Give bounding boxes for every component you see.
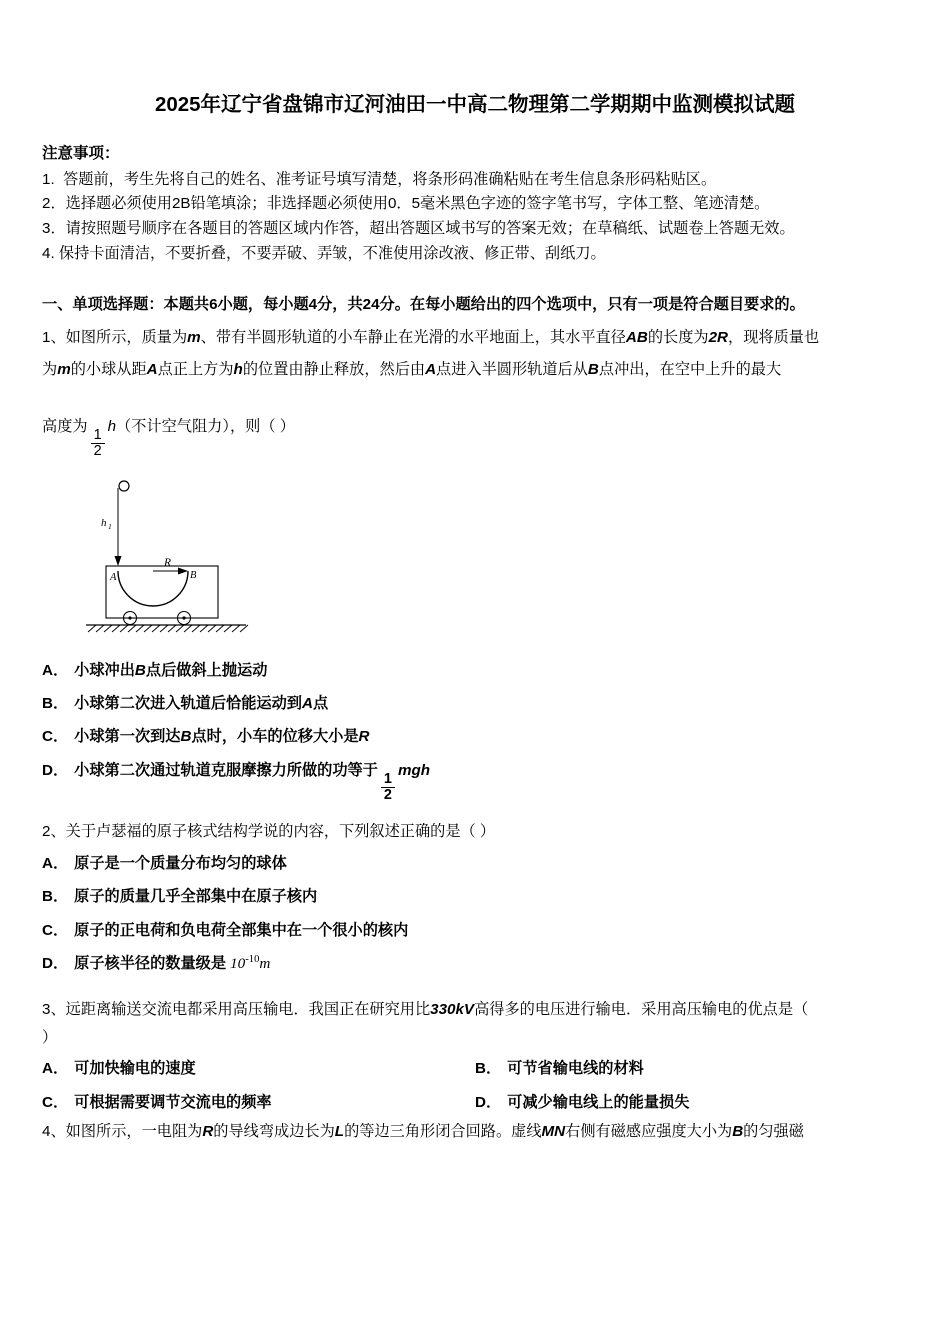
figure-label-h1: h: [101, 516, 107, 529]
notice-item-3: 3．请按照题号顺序在各题目的答题区域内作答，超出答题区域书写的答案无效；在草稿纸、试题卷上答题无效。: [42, 220, 795, 238]
fraction-one-half-d: $\frac{1}{2}$: [381, 772, 395, 803]
question-1-number: 1、: [42, 329, 66, 347]
semicircular-track-diagram: [78, 474, 278, 644]
section-heading: 一、单项选择题：本题共6小题，每小题4分，共24分。在每小题给出的四个选项中，只有一项是符合题目要求的。: [42, 295, 805, 313]
question-1: [42, 323, 908, 803]
question-2-option-a: A． 原子是一个质量分布均匀的球体: [42, 854, 287, 872]
question-1-option-d: D． 小球第二次通过轨道克服摩擦力所做的功等于 $\frac{1}{2}$ mgh: [42, 761, 430, 803]
question-2-option-d: D． 原子核半径的数量级是 $10^{-10}m$: [42, 954, 271, 973]
question-2-number: 2、: [42, 823, 66, 841]
figure-label-R: R: [164, 556, 172, 569]
figure-label-A: A: [110, 571, 117, 583]
question-1-stem-line-1: 1、如图所示，质量为m、带有半圆形轨道的小车静止在光滑的水平地面上，其水平直径AB的长度为2R，现将质量也: [42, 329, 820, 347]
question-3-number: 3、: [42, 1000, 66, 1018]
question-3-option-c: C． 可根据需要调节交流电的频率: [42, 1093, 272, 1111]
question-1-stem-line-2: 为m的小球从距A点正上方为h的位置由静止释放，然后由A点进入半圆形轨道后从B点冲出，在空中上升的最大: [42, 360, 782, 378]
question-3-options-row-2: [42, 1086, 908, 1119]
question-1-option-b: B． 小球第二次进入轨道后恰能运动到A点: [42, 694, 329, 712]
svg-text:1: 1: [108, 521, 112, 531]
notice-item-4: 4. 保持卡面清洁，不要折叠，不要弄破、弄皱，不准使用涂改液、修正带、刮纸刀。: [42, 244, 606, 262]
notice-heading: 注意事项：: [42, 144, 120, 162]
question-1-option-c: C． 小球第一次到达B点时，小车的位移大小是R: [42, 728, 370, 746]
fraction-one-half: $\frac{1}{2}$: [91, 428, 105, 459]
question-3-stem-cont: ）: [42, 1028, 58, 1046]
question-2: [42, 819, 908, 981]
question-4-number: 4、: [42, 1123, 66, 1141]
figure-label-B: B: [190, 569, 197, 581]
page-title: 2025年辽宁省盘锦市辽河油田一中高二物理第二学期期中监测模拟试题: [154, 93, 796, 116]
question-3: [42, 997, 908, 1120]
question-3-option-b: B． 可节省输电线的材料: [475, 1060, 644, 1078]
question-2-option-c: C． 原子的正电荷和负电荷全部集中在一个很小的核内: [42, 921, 409, 939]
question-3-stem: 3、远距离输送交流电都采用高压输电．我国正在研究用比330kV高得多的电压进行输电．采用高压输电的优点是（: [42, 1000, 809, 1018]
question-4: [42, 1119, 908, 1145]
math-exponent: -10: [245, 954, 260, 966]
question-2-option-b: B． 原子的质量几乎全部集中在原子核内: [42, 888, 318, 906]
question-3-options-row-1: [42, 1052, 908, 1085]
question-3-option-d: D． 可减少输电线上的能量损失: [475, 1093, 690, 1111]
math-base-ten: 10: [230, 955, 246, 973]
question-2-stem: 2、关于卢瑟福的原子核式结构学说的内容，下列叙述正确的是（ ）: [42, 823, 496, 841]
question-4-stem: 4、如图所示，一电阻为R的导线弯成边长为L的等边三角形闭合回路。虚线MN右侧有磁感应强度大小为B的匀强磁: [42, 1123, 804, 1141]
notice-item-2: 2．选择题必须使用2B铅笔填涂；非选择题必须使用0．5毫米黑色字迹的签字笔书写，字体工整、笔迹清楚。: [42, 195, 770, 213]
math-unit-m: m: [259, 955, 271, 973]
question-1-option-a: A． 小球冲出B点后做斜上抛运动: [42, 661, 268, 679]
question-1-stem-line-3: 高度为 $\frac{1}{2}$ h（不计空气阻力），则（ ）: [42, 418, 295, 460]
question-1-figure: [42, 474, 908, 644]
notice-item-1: 1. 答题前，考生先将自己的姓名、准考证号填写清楚，将条形码准确粘贴在考生信息条形码粘贴区。: [42, 170, 717, 188]
question-3-option-a: A． 可加快输电的速度: [42, 1060, 196, 1078]
